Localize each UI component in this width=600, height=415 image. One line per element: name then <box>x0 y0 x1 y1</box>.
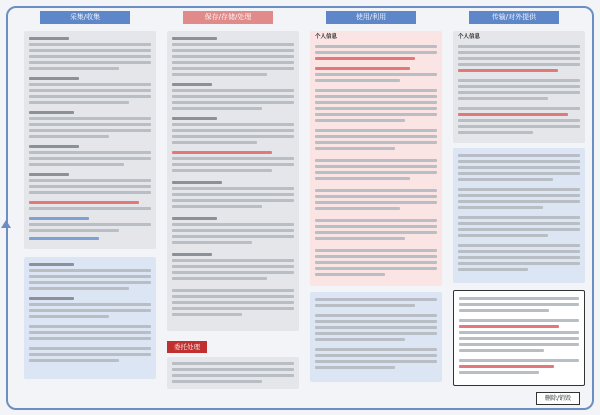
text-line <box>315 89 437 92</box>
text-line <box>29 287 129 290</box>
text-line <box>172 83 212 86</box>
text-line <box>172 193 294 196</box>
text-line <box>458 119 580 122</box>
text-line <box>29 269 151 272</box>
text-line <box>315 141 437 144</box>
text-line <box>29 237 99 240</box>
text-line <box>315 135 437 138</box>
text-line <box>315 171 437 174</box>
text-line <box>315 338 405 341</box>
text-line <box>172 141 257 144</box>
text-line <box>29 297 74 300</box>
text-line <box>172 362 294 365</box>
use-block-top <box>310 31 442 286</box>
text-line <box>458 57 580 60</box>
text-line <box>172 374 294 377</box>
text-line <box>459 337 579 340</box>
transfer-block-top <box>453 31 585 143</box>
text-line <box>315 79 400 82</box>
text-line <box>458 97 548 100</box>
text-line <box>459 365 554 368</box>
text-line <box>29 359 119 362</box>
text-line <box>29 83 151 86</box>
text-line <box>172 181 222 184</box>
text-line <box>172 123 294 126</box>
text-line <box>29 281 151 284</box>
text-line <box>315 165 437 168</box>
text-line <box>29 43 151 46</box>
text-line <box>459 331 579 334</box>
text-line <box>315 207 400 210</box>
text-line <box>458 200 580 203</box>
text-line <box>172 163 294 166</box>
text-line <box>172 368 294 371</box>
transfer-block-heading: 个人信息 <box>458 34 481 40</box>
text-line <box>458 79 580 82</box>
text-line <box>459 349 544 352</box>
text-line <box>458 228 580 231</box>
text-line <box>458 172 580 175</box>
text-line <box>172 313 242 316</box>
text-line <box>172 67 294 70</box>
collect-block-bottom <box>24 257 156 379</box>
text-line <box>315 225 437 228</box>
text-line <box>29 309 151 312</box>
text-line <box>29 61 151 64</box>
flow-arrow-icon <box>1 220 11 228</box>
text-line <box>172 37 217 40</box>
use-block-heading: 个人信息 <box>315 34 338 40</box>
text-line <box>315 189 437 192</box>
text-line <box>172 235 294 238</box>
text-line <box>172 380 262 383</box>
text-line <box>458 188 580 191</box>
text-line <box>29 157 151 160</box>
text-line <box>315 354 437 357</box>
text-line <box>315 320 437 323</box>
text-line <box>458 85 580 88</box>
text-line <box>458 69 558 72</box>
column-header-collect: 采集/收集 <box>40 11 130 24</box>
text-line <box>315 314 437 317</box>
text-line <box>29 207 151 210</box>
text-line <box>29 123 151 126</box>
text-line <box>172 49 294 52</box>
text-line <box>29 331 151 334</box>
text-line <box>459 303 579 306</box>
text-line <box>29 185 151 188</box>
collect-block-top <box>24 31 156 249</box>
text-line <box>315 195 437 198</box>
text-line <box>29 353 151 356</box>
text-line <box>315 119 405 122</box>
text-line <box>315 67 410 70</box>
text-line <box>458 234 548 237</box>
column-header-transfer: 传输/对外提供 <box>469 11 559 24</box>
text-line <box>172 295 294 298</box>
text-line <box>29 347 151 350</box>
text-line <box>458 216 580 219</box>
text-line <box>29 163 124 166</box>
text-line <box>172 241 252 244</box>
text-line <box>459 309 549 312</box>
column-header-store: 保存/存储/处理 <box>183 11 273 24</box>
text-line <box>29 151 151 154</box>
text-line <box>315 231 437 234</box>
text-line <box>315 237 405 240</box>
text-line <box>172 61 294 64</box>
text-line <box>172 55 294 58</box>
text-line <box>459 325 559 328</box>
text-line <box>172 107 262 110</box>
text-line <box>458 194 580 197</box>
text-line <box>315 51 437 54</box>
text-line <box>172 253 212 256</box>
text-line <box>459 297 579 300</box>
text-line <box>315 147 395 150</box>
text-line <box>29 129 151 132</box>
text-line <box>458 154 580 157</box>
text-line <box>172 89 294 92</box>
text-line <box>315 249 437 252</box>
text-line <box>315 273 385 276</box>
text-line <box>459 371 539 374</box>
text-line <box>459 343 579 346</box>
text-line <box>458 256 580 259</box>
text-line <box>458 160 580 163</box>
text-line <box>29 55 151 58</box>
text-line <box>29 111 74 114</box>
text-line <box>172 101 294 104</box>
text-line <box>459 359 579 362</box>
text-line <box>172 301 294 304</box>
text-line <box>458 125 580 128</box>
text-line <box>315 348 437 351</box>
text-line <box>315 107 437 110</box>
text-line <box>172 277 267 280</box>
text-line <box>172 223 294 226</box>
text-line <box>315 101 437 104</box>
text-line <box>29 101 129 104</box>
text-line <box>315 261 437 264</box>
text-line <box>172 259 294 262</box>
text-line <box>29 303 151 306</box>
text-line <box>315 298 437 301</box>
text-line <box>29 179 151 182</box>
text-line <box>29 275 151 278</box>
text-line <box>29 67 119 70</box>
delete-destroy-badge: 删除/销毁 <box>536 392 580 405</box>
text-line <box>315 304 415 307</box>
text-line <box>315 332 437 335</box>
text-line <box>458 113 568 116</box>
transfer-block-bottom <box>453 290 585 386</box>
text-line <box>315 113 437 116</box>
text-line <box>29 229 119 232</box>
text-line <box>458 262 580 265</box>
text-line <box>315 95 437 98</box>
text-line <box>315 57 415 60</box>
text-line <box>458 45 580 48</box>
text-line <box>29 263 74 266</box>
text-line <box>172 265 294 268</box>
text-line <box>458 166 580 169</box>
text-line <box>172 95 294 98</box>
text-line <box>172 271 294 274</box>
text-line <box>29 217 89 220</box>
text-line <box>315 201 437 204</box>
text-line <box>458 268 528 271</box>
text-line <box>315 45 437 48</box>
text-line <box>172 117 217 120</box>
text-line <box>458 91 580 94</box>
text-line <box>315 326 437 329</box>
text-line <box>458 63 580 66</box>
text-line <box>172 187 294 190</box>
text-line <box>172 307 294 310</box>
text-line <box>29 201 139 204</box>
text-line <box>315 159 437 162</box>
text-line <box>315 73 437 76</box>
text-line <box>315 129 437 132</box>
text-line <box>172 229 294 232</box>
column-header-use: 使用/利用 <box>326 11 416 24</box>
text-line <box>29 315 109 318</box>
store-block <box>167 31 299 331</box>
text-line <box>458 222 580 225</box>
entrusted-processing-tag: 委托处理 <box>167 341 207 353</box>
text-line <box>172 151 272 154</box>
text-line <box>29 37 69 40</box>
text-line <box>172 169 272 172</box>
text-line <box>29 145 79 148</box>
text-line <box>172 217 217 220</box>
text-line <box>29 173 69 176</box>
text-line <box>29 325 151 328</box>
text-line <box>29 191 151 194</box>
text-line <box>172 73 267 76</box>
text-line <box>458 250 580 253</box>
text-line <box>459 319 579 322</box>
text-line <box>315 360 437 363</box>
text-line <box>29 135 109 138</box>
text-line <box>172 135 294 138</box>
text-line <box>29 89 151 92</box>
text-line <box>458 51 580 54</box>
text-line <box>172 289 294 292</box>
entrusted-processing-block <box>167 357 299 389</box>
text-line <box>458 178 553 181</box>
use-block-bottom <box>310 292 442 382</box>
text-line <box>172 129 294 132</box>
transfer-block-middle <box>453 148 585 283</box>
text-line <box>315 255 437 258</box>
text-line <box>458 206 543 209</box>
text-line <box>29 77 79 80</box>
text-line <box>172 157 294 160</box>
text-line <box>458 244 580 247</box>
text-line <box>458 107 580 110</box>
text-line <box>458 131 533 134</box>
text-line <box>29 49 151 52</box>
text-line <box>315 219 437 222</box>
text-line <box>315 267 437 270</box>
text-line <box>172 199 294 202</box>
text-line <box>29 117 151 120</box>
text-line <box>315 177 410 180</box>
text-line <box>172 43 294 46</box>
text-line <box>315 366 395 369</box>
text-line <box>29 223 151 226</box>
text-line <box>172 205 262 208</box>
text-line <box>29 95 151 98</box>
text-line <box>29 337 151 340</box>
